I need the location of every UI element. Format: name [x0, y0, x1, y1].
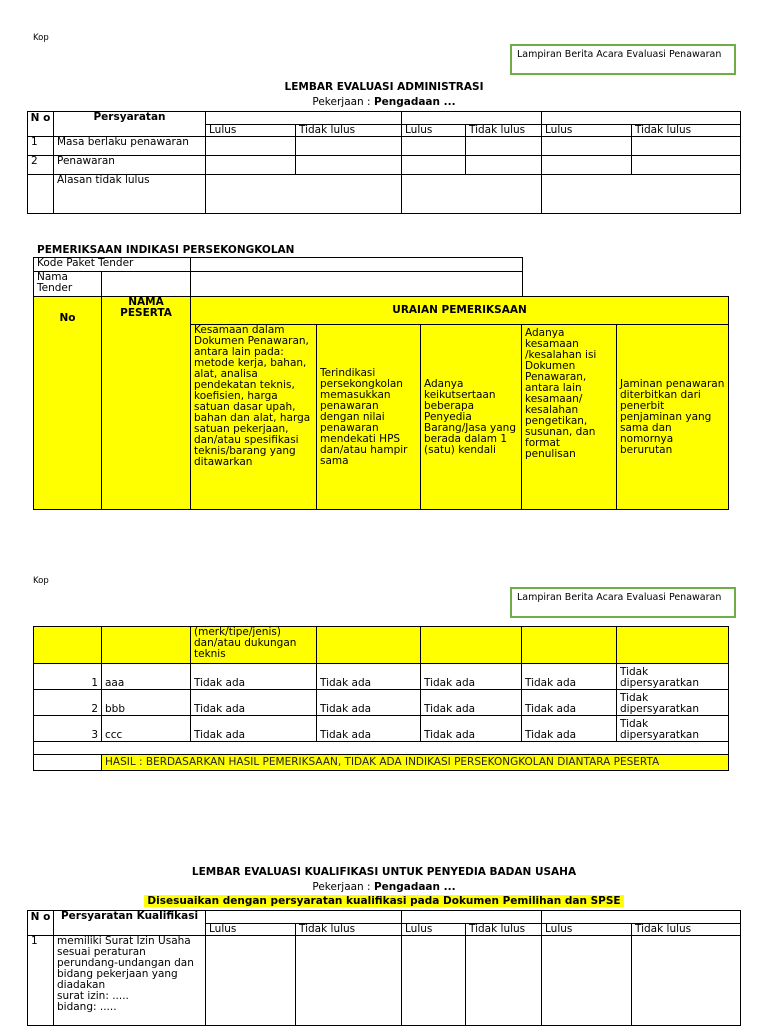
kualifikasi-title: LEMBAR EVALUASI KUALIFIKASI UNTUK PENYEDIA BADAN USAHA: [191, 866, 577, 878]
row-no: 2: [34, 690, 102, 716]
row-text: Masa berlaku penawaran: [54, 137, 206, 156]
admin-pekerjaan: [0, 96, 768, 108]
pekerjaan-value: Pengadaan ...: [373, 881, 456, 893]
table-row: [28, 936, 741, 1026]
row-text: Alasan tidak lulus: [54, 175, 206, 214]
cell-value: Tidak ada: [191, 664, 317, 690]
cell-value: Tidak ada: [522, 716, 617, 742]
lulus-header: Lulus: [542, 924, 632, 936]
table-row: [34, 690, 729, 716]
table-row: [34, 664, 729, 690]
row-no: 2: [28, 156, 54, 175]
hasil-statement: HASIL : BERDASARKAN HASIL PEMERIKSAAN, TIDAK ADA INDIKASI PERSEKONGKOLAN DIANTARA PESERTA: [102, 755, 729, 771]
row-text: [54, 936, 206, 1026]
kop-label: Kop: [33, 576, 49, 586]
criteria-1: Kesamaan dalam Dokumen Penawaran, antara lain pada: metode kerja, bahan, alat, analisa pendekatan teknis, koefisien, harga satuan dasar upah, bahan dan alat, harga satuan pekerjaan, dan/atau spesifikasi teknis/barang yang ditawarkan: [191, 325, 317, 510]
lulus-header: Lulus: [542, 125, 632, 137]
peserta-name: bbb: [102, 690, 191, 716]
tidak-lulus-header: Tidak lulus: [632, 924, 741, 936]
admin-table: [27, 111, 741, 214]
kual-no-header: N o: [28, 911, 54, 936]
lampiran-box: Lampiran Berita Acara Evaluasi Penawaran: [510, 587, 736, 618]
lulus-header: Lulus: [206, 924, 296, 936]
nama-tender-label: Nama Tender: [34, 272, 102, 297]
table-row: [28, 175, 741, 214]
cell-value: Tidak ada: [191, 690, 317, 716]
lulus-header: Lulus: [402, 125, 466, 137]
table-row: [28, 137, 741, 156]
row-no: 3: [34, 716, 102, 742]
cell-value: Tidak ada: [317, 690, 421, 716]
lulus-header: Lulus: [402, 924, 466, 936]
peserta-name: aaa: [102, 664, 191, 690]
cell-value: Tidak ada: [421, 716, 522, 742]
row-text: Penawaran: [54, 156, 206, 175]
pekerjaan-value: Pengadaan ...: [373, 96, 456, 108]
cell-value: Tidak ada: [191, 716, 317, 742]
row-bidang: bidang: .....: [57, 1001, 117, 1013]
lampiran-box: Lampiran Berita Acara Evaluasi Penawaran: [510, 44, 736, 75]
pekerjaan-label: Pekerjaan :: [312, 881, 374, 893]
admin-title: LEMBAR EVALUASI ADMINISTRASI: [284, 81, 484, 93]
tender-info-table: [33, 257, 523, 297]
persekongkolan-title: PEMERIKSAAN INDIKASI PERSEKONGKOLAN: [37, 244, 295, 256]
persekongkolan-table: [33, 296, 729, 510]
cell-value: Tidak ada: [421, 664, 522, 690]
row-no: [28, 175, 54, 214]
tidak-lulus-header: Tidak lulus: [296, 125, 402, 137]
cell-value: Tidak dipersyaratkan: [617, 690, 729, 716]
cell-value: Tidak ada: [317, 664, 421, 690]
lulus-header: Lulus: [206, 125, 296, 137]
peserta-name: ccc: [102, 716, 191, 742]
criteria-3: Adanya keikutsertaan beberapa Penyedia Barang/Jasa yang berada dalam 1 (satu) kendali: [421, 325, 522, 510]
row-requirement: memiliki Surat Izin Usaha sesuai peraturan perundang-undangan dan bidang pekerjaan yang diadakan: [57, 935, 194, 991]
admin-no-header: N o: [28, 112, 54, 137]
kode-paket-label: Kode Paket Tender: [34, 258, 191, 272]
tidak-lulus-header: Tidak lulus: [296, 924, 402, 936]
cell-value: Tidak ada: [522, 664, 617, 690]
criteria-2: Terindikasi persekongkolan memasukkan penawaran dengan nilai penawaran mendekati HPS dan/atau hampir sama: [317, 325, 421, 510]
no-header: No: [34, 297, 102, 510]
kualifikasi-pekerjaan: [0, 881, 768, 893]
nama-peserta-header: NAMA PESERTA: [102, 297, 191, 510]
kop-label: Kop: [33, 33, 49, 43]
kualifikasi-table: [27, 910, 741, 1026]
row-no: 1: [28, 137, 54, 156]
cell-value: Tidak dipersyaratkan: [617, 716, 729, 742]
cell-value: Tidak ada: [317, 716, 421, 742]
criteria-4: Adanya kesamaan /kesalahan isi Dokumen Penawaran, antara lain kesamaan/ kesalahan pengetikan, susunan, dan format penulisan: [522, 325, 617, 510]
cell-value: Tidak ada: [421, 690, 522, 716]
row-surat-izin: surat izin: .....: [57, 990, 129, 1002]
criteria-5: Jaminan penawaran diterbitkan dari penerbit penjaminan yang sama dan nomornya berurutan: [617, 325, 729, 510]
criteria-1-continued: (merk/tipe/jenis) dan/atau dukungan teknis: [191, 627, 317, 664]
tidak-lulus-header: Tidak lulus: [466, 924, 542, 936]
cell-value: Tidak dipersyaratkan: [617, 664, 729, 690]
pekerjaan-label: Pekerjaan :: [312, 96, 374, 108]
table-row: [34, 716, 729, 742]
persekongkolan-table-continued: [33, 626, 729, 771]
tidak-lulus-header: Tidak lulus: [466, 125, 542, 137]
table-row: [28, 156, 741, 175]
row-no: 1: [28, 936, 54, 1026]
tidak-lulus-header: Tidak lulus: [632, 125, 741, 137]
row-no: 1: [34, 664, 102, 690]
kualifikasi-note: Disesuaikan dengan persyaratan kualifikasi pada Dokumen Pemilihan dan SPSE: [144, 895, 623, 907]
uraian-header: URAIAN PEMERIKSAAN: [191, 297, 729, 325]
cell-value: Tidak ada: [522, 690, 617, 716]
admin-persyaratan-header: Persyaratan: [54, 112, 206, 137]
kual-persyaratan-header: Persyaratan Kualifikasi: [54, 911, 206, 936]
